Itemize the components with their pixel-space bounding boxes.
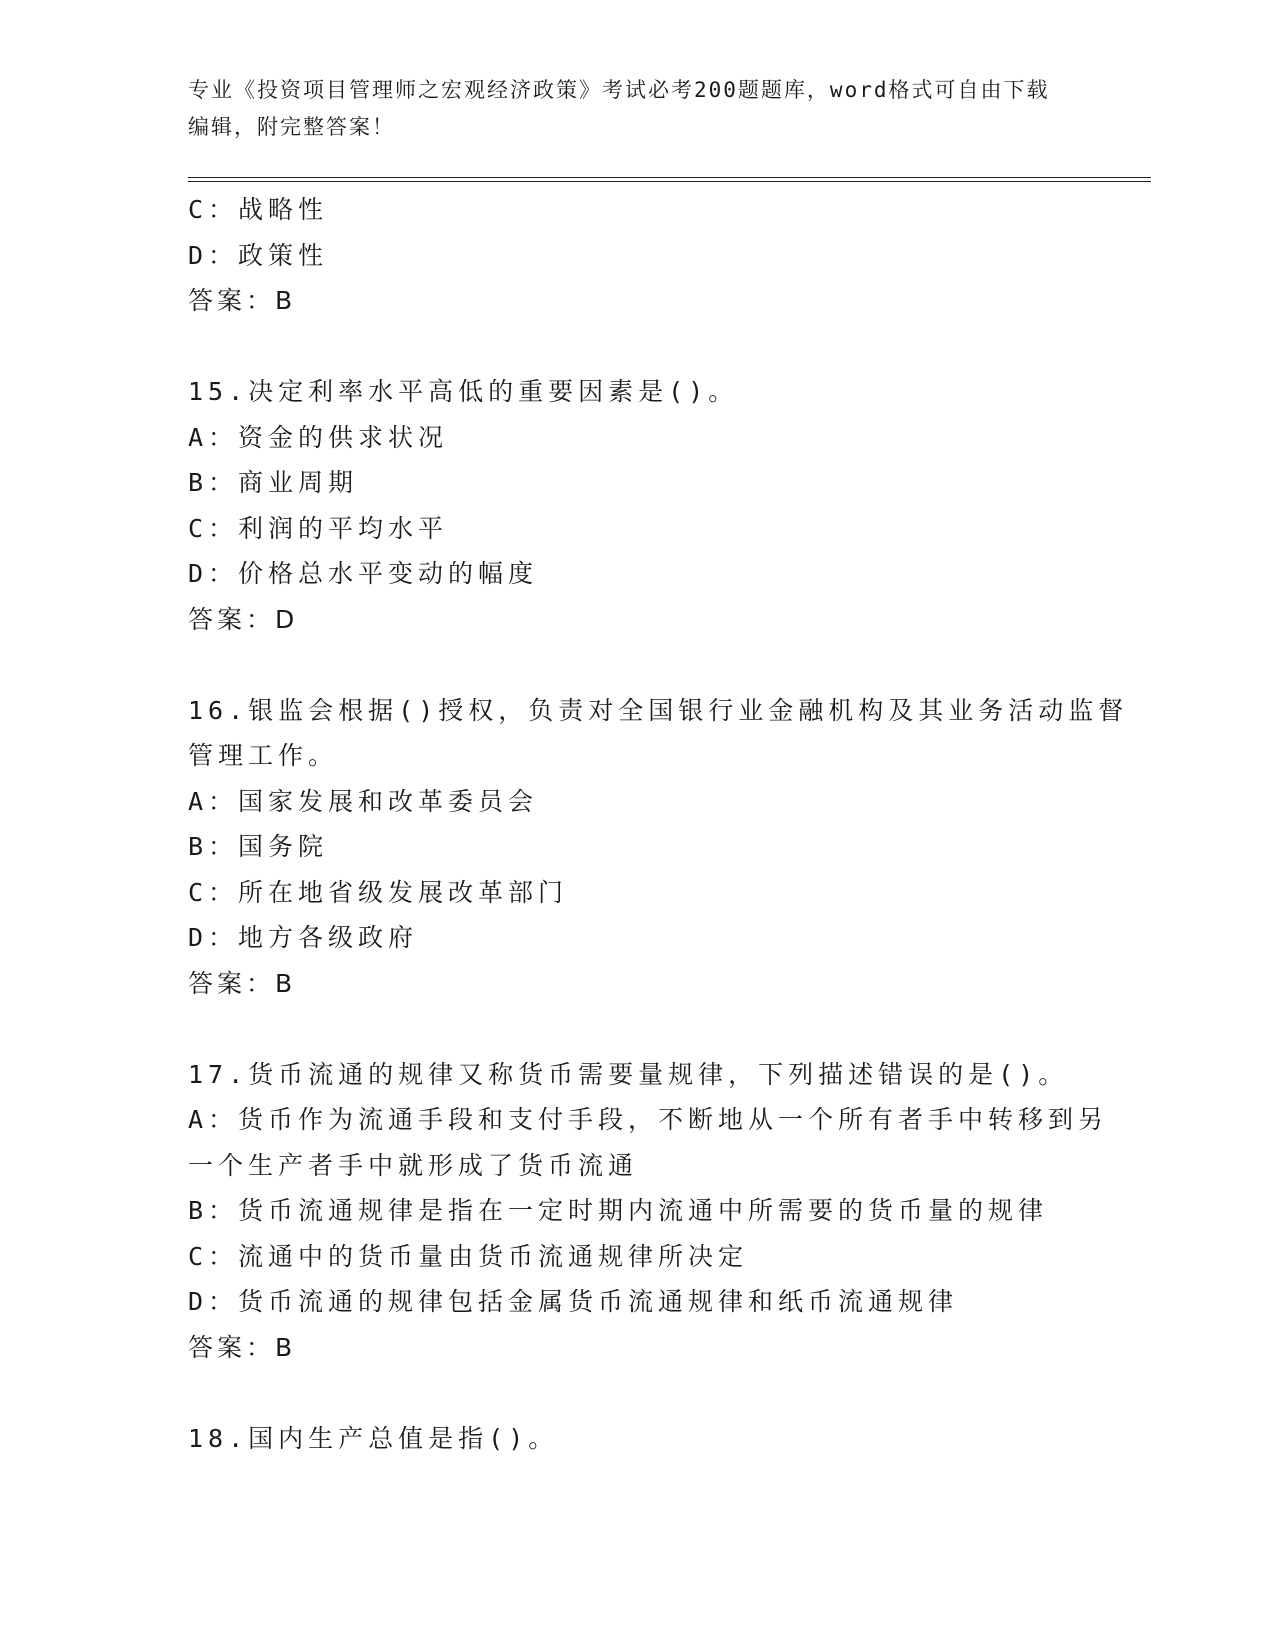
question-stem-line-2: 管理工作。 bbox=[188, 741, 339, 770]
question-list bbox=[188, 187, 1129, 1461]
question-17 bbox=[188, 1052, 1109, 1371]
option-a-line-2: 一个生产者手中就形成了货币流通 bbox=[188, 1150, 639, 1180]
question-18 bbox=[188, 1416, 1088, 1462]
spacer bbox=[188, 1006, 1088, 1052]
option-d: D：价格总水平变动的幅度 bbox=[188, 559, 539, 588]
answer: 答案：D bbox=[188, 604, 299, 634]
spacer bbox=[188, 1370, 1088, 1416]
option-b: B：商业周期 bbox=[188, 468, 359, 497]
option-c: C：所在地省级发展改革部门 bbox=[188, 877, 569, 907]
option-b: B：国务院 bbox=[188, 832, 329, 861]
option-d: D：货币流通的规律包括金属货币流通规律和纸币流通规律 bbox=[188, 1287, 959, 1316]
question-16 bbox=[188, 688, 1129, 1007]
question-15 bbox=[188, 369, 1088, 642]
question-stem: 17.货币流通的规律又称货币需要量规律，下列描述错误的是()。 bbox=[188, 1059, 1069, 1089]
option-a: A：国家发展和改革委员会 bbox=[188, 786, 539, 816]
option-a-line-1: A：货币作为流通手段和支付手段，不断地从一个所有者手中转移到另 bbox=[188, 1105, 1109, 1134]
answer: 答案：B bbox=[188, 968, 297, 998]
question-stem-line-1: 16.银监会根据()授权，负责对全国银行业金融机构及其业务活动监督 bbox=[188, 695, 1129, 725]
question-stem: 15.决定利率水平高低的重要因素是()。 bbox=[188, 377, 739, 406]
answer: 答案：B bbox=[188, 286, 297, 315]
question-stem: 18.国内生产总值是指()。 bbox=[188, 1423, 559, 1453]
spacer bbox=[188, 642, 1088, 688]
spacer bbox=[188, 324, 1088, 370]
option-b: B：货币流通规律是指在一定时期内流通中所需要的货币量的规律 bbox=[188, 1196, 1049, 1225]
option-c: C：战略性 bbox=[188, 195, 329, 224]
option-c: C：利润的平均水平 bbox=[188, 513, 449, 543]
header-divider-top bbox=[188, 177, 1151, 178]
answer: 答案：B bbox=[188, 1332, 297, 1362]
option-a: A：资金的供求状况 bbox=[188, 422, 449, 452]
option-c: C：流通中的货币量由货币流通规律所决定 bbox=[188, 1241, 749, 1271]
option-d: D：政策性 bbox=[188, 240, 329, 270]
header-divider-bottom bbox=[188, 181, 1151, 182]
option-d: D：地方各级政府 bbox=[188, 923, 419, 952]
document-header: 专业《投资项目管理师之宏观经济政策》考试必考200题题库，word格式可自由下载编辑，附完整答案！ bbox=[188, 78, 1050, 139]
question-14 bbox=[188, 187, 1088, 324]
